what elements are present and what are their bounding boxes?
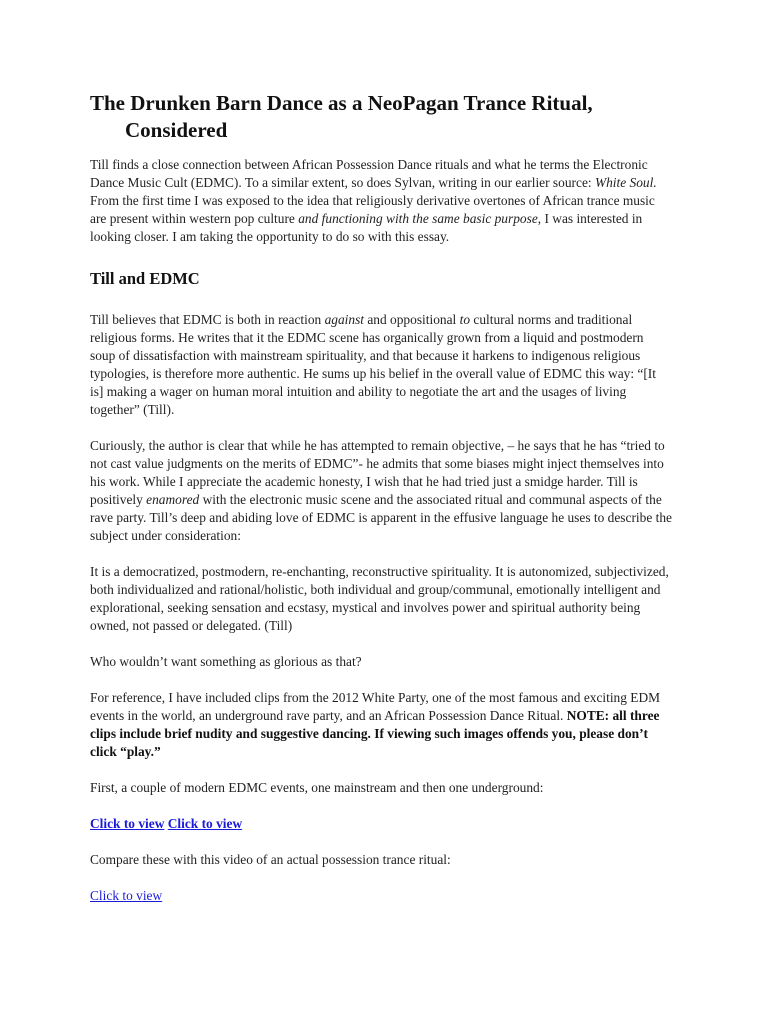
- section-heading: Till and EDMC: [90, 269, 200, 288]
- paragraph-till-beliefs: [90, 311, 672, 419]
- para1-text-3: cultural norms and traditional religious forms. He writes that it the EDMC scene has organically grown from a liquid and postmodern soup of dissatisfaction with mainstream spirituality, and that because it harkens to indigenous religious typologies, is therefore more authentic. He sums up his belief in the overall value of EDMC this way: “[It is] making a wager on human moral intuition and ability to negotiate the art and the usages of living together” (Till).: [90, 312, 656, 417]
- title-line-1: The Drunken Barn Dance as a NeoPagan Trance Ritual,: [90, 91, 593, 115]
- title-line-2: Considered: [125, 118, 228, 142]
- source-title: White Soul.: [594, 175, 657, 190]
- intro-text-1: Till finds a close connection between African Possession Dance rituals and what he terms the Electronic Dance Music Cult (EDMC). To a similar extent, so does Sylvan, writing in our earlier source:: [90, 157, 648, 190]
- para2-text-1: Curiously, the author is clear that while he has attempted to remain objective, – he says that he has “tried to not cast value judgments on the merits of EDMC”- he admits that some biases might inject themselves into his work. While I appreciate the academic honesty, I wish that he had tried just a smidge harder. Till is positively: [90, 438, 665, 507]
- page-title: [90, 90, 672, 144]
- para1-text-1: Till believes that EDMC is both in reaction: [90, 312, 325, 327]
- links-row-1: [90, 815, 672, 833]
- click-to-view-link-1[interactable]: Click to view: [90, 816, 165, 831]
- links-row-2: [90, 887, 672, 905]
- block-quote: It is a democratized, postmodern, re-enchanting, reconstructive spirituality. It is autonomized, subjectivized, both individualized and rational/holistic, both individual and group/communal, emotionally intelligent and explorational, seeking sensation and ecstasy, mystical and involves power and spiritual authority being owned, not passed or delegated. (Till): [90, 564, 669, 633]
- para3-text: For reference, I have included clips from the 2012 White Party, one of the most famous and exciting EDM events in the world, an underground rave party, and an African Possession Dance Ritual.: [90, 690, 661, 723]
- para1-emphasis-1: against: [324, 312, 365, 327]
- intro-text-3: , I was interested in looking closer. I am taking the opportunity to do so with this essay.: [90, 211, 643, 244]
- paragraph-modern-events: First, a couple of modern EDMC events, one mainstream and then one underground:: [90, 780, 544, 795]
- intro-paragraph: [90, 156, 672, 246]
- click-to-view-link-2[interactable]: Click to view: [167, 816, 243, 831]
- paragraph-reference: [90, 689, 672, 761]
- paragraph-compare: Compare these with this video of an actual possession trance ritual:: [90, 852, 451, 867]
- click-to-view-link-3[interactable]: Click to view: [90, 888, 163, 903]
- intro-emphasis: and functioning with the same basic purpose: [298, 211, 538, 226]
- nudity-warning-note: NOTE: all three clips include brief nudity and suggestive dancing. If viewing such images offends you, please don’t click “play.”: [90, 708, 660, 759]
- paragraph-question: Who wouldn’t want something as glorious as that?: [90, 654, 362, 669]
- para1-text-2: and oppositional: [364, 312, 460, 327]
- para2-emphasis: enamored: [146, 492, 200, 507]
- para2-text-2: with the electronic music scene and the associated ritual and communal aspects of the rave party. Till’s deep and abiding love of EDMC is apparent in the effusive language he uses to describe the subject under consideration:: [90, 492, 672, 543]
- paragraph-objectivity: [90, 437, 672, 545]
- intro-text-2: From the first time I was exposed to the idea that religiously derivative overtones of African trance music are present within western pop culture: [90, 193, 655, 226]
- para1-emphasis-2: to: [459, 312, 471, 327]
